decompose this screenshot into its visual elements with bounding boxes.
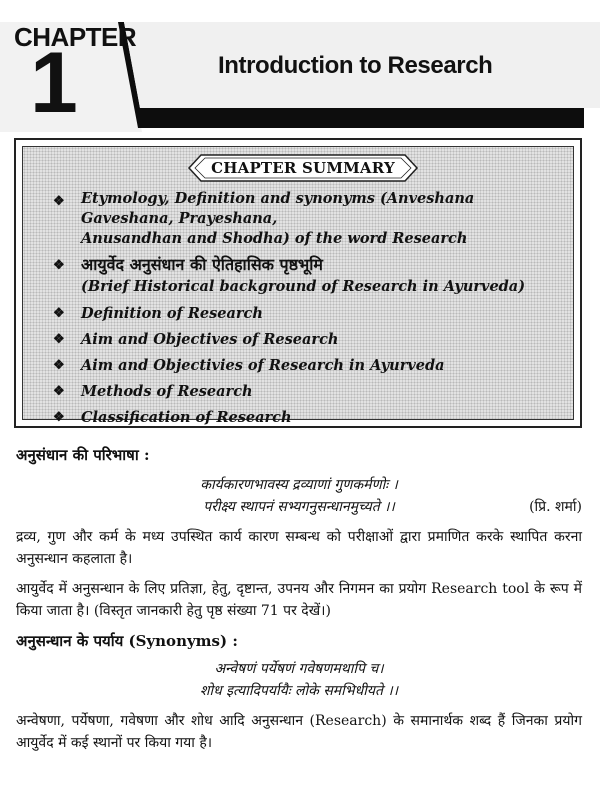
verse-citation: (प्रि. शर्मा) <box>529 499 582 515</box>
summary-item-line: Methods of Research <box>81 383 253 400</box>
diamond-bullet-icon: ❖ <box>53 384 65 399</box>
chapter-number: 1 <box>30 35 78 131</box>
summary-item <box>53 301 563 327</box>
summary-item-line: Definition of Research <box>81 305 263 322</box>
verse-line-with-citation <box>16 496 582 518</box>
chapter-header <box>0 0 600 132</box>
summary-title-banner <box>187 153 419 183</box>
summary-item <box>53 327 563 353</box>
synonyms-heading: अनुसन्धान के पर्याय (Synonyms) : <box>16 632 238 650</box>
diamond-bullet-icon: ❖ <box>53 306 65 321</box>
diamond-bullet-icon: ❖ <box>53 332 65 347</box>
summary-item <box>53 379 563 405</box>
summary-item-line: आयुर्वेद अनुसंधान की ऐतिहासिक पृष्ठभूमि <box>81 255 323 274</box>
chapter-summary-box <box>14 138 582 428</box>
body-text <box>16 444 582 754</box>
chapter-label: CHAPTER <box>14 22 137 52</box>
summary-item-line: (Brief Historical background of Research in Ayurveda) <box>81 278 526 295</box>
summary-item <box>53 189 563 249</box>
chapter-summary-panel <box>22 146 574 426</box>
summary-item <box>53 353 563 379</box>
chapter-title: Introduction to Research <box>218 52 493 79</box>
diamond-bullet-icon: ❖ <box>53 258 65 273</box>
paragraph: आयुर्वेद में अनुसन्धान के लिए प्रतिज्ञा, हेतु, दृष्टान्त, उपनय और निगमन का प्रयोग Research tool के रूप में किया जाता है। (विस्तृत जानकारी हेतु पृष्ठ संख्या 71 पर देखें।) <box>16 581 582 619</box>
diamond-bullet-icon: ❖ <box>53 410 65 425</box>
verse-line: परीक्ष्य स्थापनं सभ्यगनुसन्धानमुच्यते ।। <box>203 499 395 515</box>
summary-item-line: Etymology, Definition and synonyms (Anveshana Gaveshana, Prayeshana, <box>81 190 475 227</box>
summary-list <box>53 189 563 431</box>
summary-item-line: Aim and Objectivies of Research in Ayurveda <box>81 357 445 374</box>
summary-item <box>53 405 563 431</box>
paragraph: द्रव्य, गुण और कर्म के मध्य उपस्थित कार्य कारण सम्बन्ध को परीक्षाओं द्वारा प्रमाणित करके स्थापित करना अनुसन्धान कहलाता है। <box>16 529 582 567</box>
summary-title: CHAPTER SUMMARY <box>211 159 395 177</box>
diamond-bullet-icon: ❖ <box>53 358 65 373</box>
paragraph: अन्वेषणा, पर्येषणा, गवेषणा और शोध आदि अनुसन्धान (Research) के समानार्थक शब्द हैं जिनका प्रयोग आयुर्वेद में कई स्थानों पर किया गया है। <box>16 713 582 751</box>
summary-item <box>53 253 563 297</box>
verse-line: शोध इत्यादिपर्यायैः लोके समभिधीयते ।। <box>199 683 399 699</box>
summary-item-line: Classification of Research <box>81 409 292 426</box>
diamond-bullet-icon: ❖ <box>53 194 65 209</box>
summary-item-line: Aim and Objectives of Research <box>81 331 339 348</box>
verse-line: कार्यकारणभावस्य द्रव्याणां गुणकर्मणोः । <box>200 477 398 493</box>
summary-item-line: Anusandhan and Shodha) of the word Research <box>81 230 468 247</box>
verse-line: अन्वेषणं पर्येषणं गवेषणमथापि च। <box>214 661 384 677</box>
definition-heading: अनुसंधान की परिभाषा : <box>16 446 150 464</box>
